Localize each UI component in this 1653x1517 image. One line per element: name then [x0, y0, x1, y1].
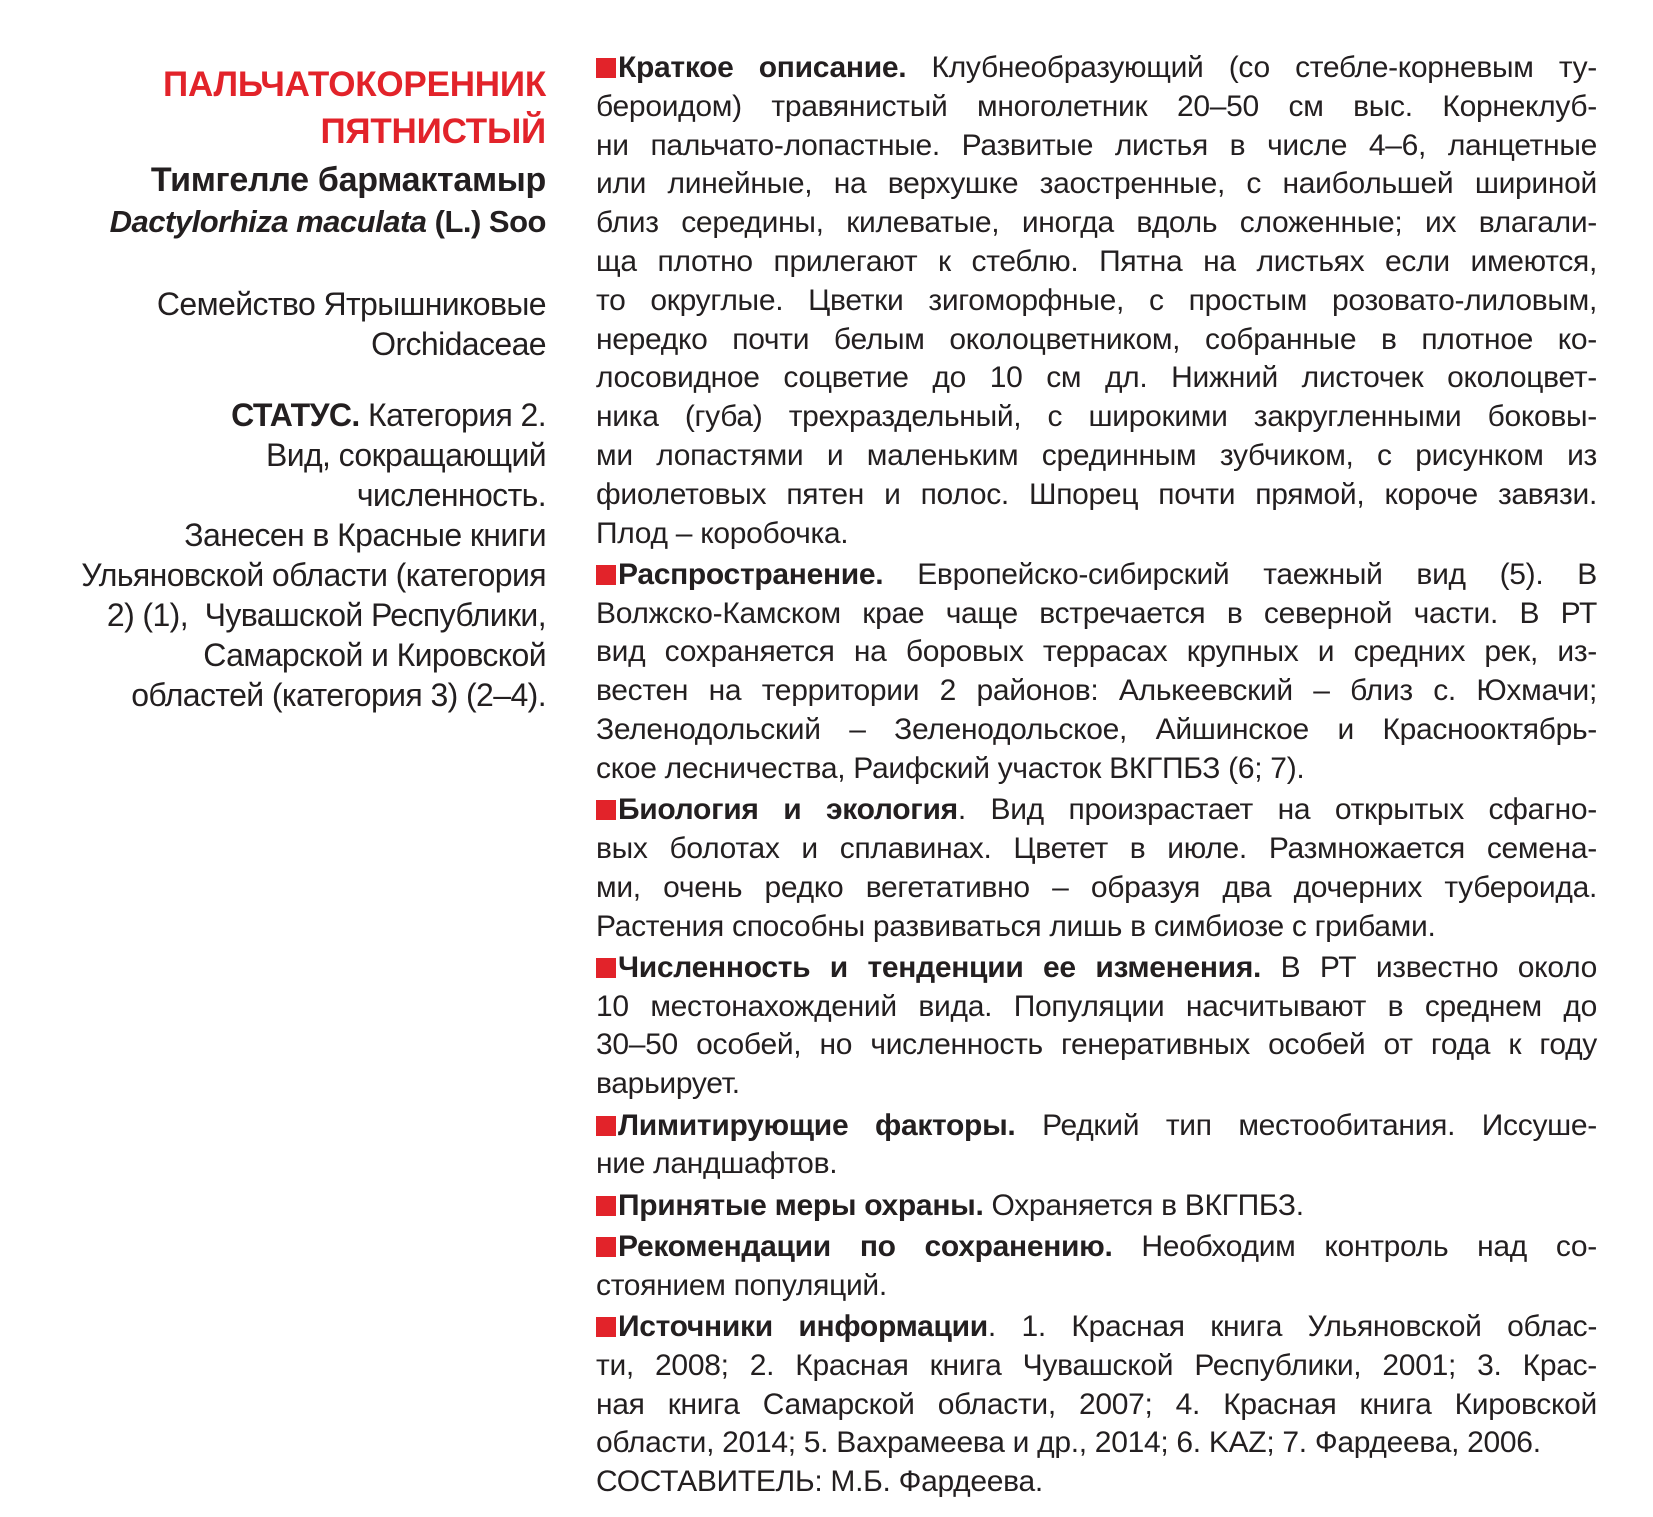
section-first-line: Принятые меры охраны. Охраняется в ВКГПБЗ. — [596, 1187, 1597, 1226]
section-heading: Рекомендации по сохранению. — [618, 1229, 1113, 1263]
section-first-line: Численность и тенденции ее изменения. В РТ известно около — [596, 949, 1597, 988]
text-line: стоянием популяций. — [596, 1268, 887, 1302]
text-line: 10 местонахождений вида. Популяции насчитывают в среднем до — [596, 989, 1597, 1023]
section-kratkoe-opisanie — [596, 49, 1597, 553]
section-first-line: Рекомендации по сохранению. Необходим контроль над со- — [596, 1228, 1597, 1267]
section-heading: Источники информации — [618, 1310, 988, 1343]
section-heading: Биология и экология — [618, 793, 958, 827]
text-line: варьирует. — [596, 1067, 740, 1101]
status-category: Категория 2. — [359, 397, 546, 433]
species-title-russian — [60, 61, 546, 155]
text-line: областей (категория 3) (2–4). — [131, 677, 546, 713]
text-line: ти, 2008; 2. Красная книга Чувашской Республики, 2001; 3. Крас- — [596, 1348, 1597, 1382]
section-first-line: Лимитирующие факторы. Редкий тип местообитания. Иссуше- — [596, 1107, 1597, 1146]
text-line: 30–50 особей, но численность генеративных особей от года к году — [596, 1028, 1597, 1062]
text-line: нередко почти белым околоцветником, собранные в плотное ко- — [596, 322, 1597, 356]
family-block — [60, 284, 546, 364]
text-line: ми лопастями и маленьким срединным зубчиком, с рисунком из — [596, 438, 1597, 472]
species-header-column — [60, 61, 546, 715]
heading-suffix: . — [957, 793, 966, 827]
section-heading: Краткое описание. — [618, 51, 907, 84]
section-bullet-icon — [596, 800, 616, 820]
status-block — [60, 395, 546, 715]
species-latin-name — [60, 201, 546, 242]
section-rasprostranenie — [596, 556, 1597, 789]
text-line: ника (губа) трехраздельный, с широкими закругленными боковы- — [596, 400, 1597, 434]
text-line: ща плотно прилегают к стеблю. Пятна на листьях если имеются, — [596, 244, 1597, 278]
section-bullet-icon — [596, 1317, 616, 1337]
status-first-line — [60, 395, 546, 435]
compiler-line: СОСТАВИТЕЛЬ: М.Б. Фардеева. — [596, 1465, 1043, 1499]
text-line: Зеленодольский – Зеленодольское, Айшинское и Краснооктябрь- — [596, 713, 1597, 747]
text-line: Вид, сокращающий — [265, 437, 546, 473]
text-line: то округлые. Цветки зигоморфные, с простым розовато-лиловым, — [596, 283, 1597, 317]
section-limitiruyushchie-faktory — [596, 1107, 1597, 1185]
text-line: области, 2014; 5. Вахрамеева и др., 2014; 6. KAZ; 7. Фардеева, 2006. — [596, 1426, 1541, 1460]
text-line: близ середины, килеватые, иногда вдоль сложенные; их влагали- — [596, 206, 1597, 240]
section-heading: Принятые меры охраны. — [618, 1188, 984, 1222]
section-bullet-icon — [596, 958, 616, 978]
section-bullet-icon — [596, 58, 616, 78]
text-line: 2) (1), Чувашской Республики, — [106, 597, 546, 633]
text-line: численность. — [356, 477, 546, 513]
species-title-tatar: Тимгелле бармактамыр — [150, 161, 546, 199]
text-line: или линейные, на верхушке заостренные, с наибольшей шириной — [596, 167, 1597, 201]
text-line: Занесен в Красные книги — [184, 517, 546, 553]
text-line: ние ландшафтов. — [596, 1147, 838, 1181]
section-heading: Распространение. — [618, 557, 884, 591]
section-bullet-icon — [596, 1196, 616, 1216]
text-line: ми, очень редко вегетативно – образуя два дочерних тубероида. — [596, 870, 1597, 904]
text-line: ная книга Самарской области, 2007; 4. Красная книга Кировской — [596, 1387, 1597, 1421]
section-chislennost-i-tendentsii — [596, 949, 1597, 1104]
text-line: Orchidaceae — [371, 326, 546, 362]
text-line: вых болотах и сплавинах. Цветет в июле. Размножается семена- — [596, 831, 1597, 865]
text-line: вид сохраняется на боровых террасах крупных и средних рек, из- — [596, 635, 1597, 669]
section-heading: Численность и тенденции ее изменения. — [618, 950, 1262, 984]
text-line: лосовидное соцветие до 10 см дл. Нижний листочек околоцвет- — [596, 361, 1597, 395]
status-label: СТАТУС. — [231, 397, 360, 433]
section-first-line: Биология и экология. Вид произрастает на открытых сфагно- — [596, 791, 1597, 830]
text-line: ни пальчато-лопастные. Развитые листья в числе 4–6, ланцетные — [596, 128, 1597, 162]
section-bullet-icon — [596, 1116, 616, 1136]
text-line: Самарской и Кировской — [203, 637, 546, 673]
section-first-line: Краткое описание. Клубнеобразующий (со стебле-корневым ту- — [596, 49, 1597, 88]
section-bullet-icon — [596, 565, 616, 585]
text-line: бероидом) травянистый многолетник 20–50 см выс. Корнеклуб- — [596, 89, 1597, 123]
text-line: Семейство Ятрышниковые — [156, 286, 546, 322]
status-lines — [60, 435, 546, 715]
latin-author: (L.) Soo — [426, 204, 546, 239]
text-line: Плод – коробочка. — [596, 516, 849, 550]
text-line: фиолетовых пятен и полос. Шпорец почти прямой, короче завязи. — [596, 477, 1597, 511]
section-heading: Лимитирующие факторы. — [618, 1108, 1016, 1142]
species-description-column — [596, 49, 1597, 1502]
section-first-line: Распространение. Европейско-сибирский таежный вид (5). В — [596, 556, 1597, 595]
heading-suffix: . — [987, 1310, 996, 1343]
text-line: вестен на территории 2 районов: Алькеевский – близ с. Юхмачи; — [596, 674, 1597, 708]
section-prinyatye-mery-okhrany — [596, 1187, 1597, 1226]
section-biologiya-i-ekologiya — [596, 791, 1597, 946]
section-rekomendatsii-po-sokhraneniyu — [596, 1228, 1597, 1306]
latin-binomial: Dactylorhiza maculata — [109, 204, 427, 239]
text-line: ПАЛЬЧАТОКОРЕННИК — [163, 65, 546, 104]
text-line: Волжско-Камском крае чаще встречается в северной части. В РТ — [596, 596, 1597, 630]
text-line: Ульяновской области (категория — [81, 557, 546, 593]
text-line: ПЯТНИСТЫЙ — [320, 112, 546, 151]
section-istochniki-informatsii — [596, 1308, 1597, 1463]
text-line: ское лесничества, Раифский участок ВКГПБЗ (6; 7). — [596, 751, 1305, 785]
text-line: Растения способны развиваться лишь в симбиозе с грибами. — [596, 909, 1436, 943]
section-bullet-icon — [596, 1237, 616, 1257]
section-first-line: Источники информации. 1. Красная книга Ульяновской облас- — [596, 1308, 1597, 1347]
